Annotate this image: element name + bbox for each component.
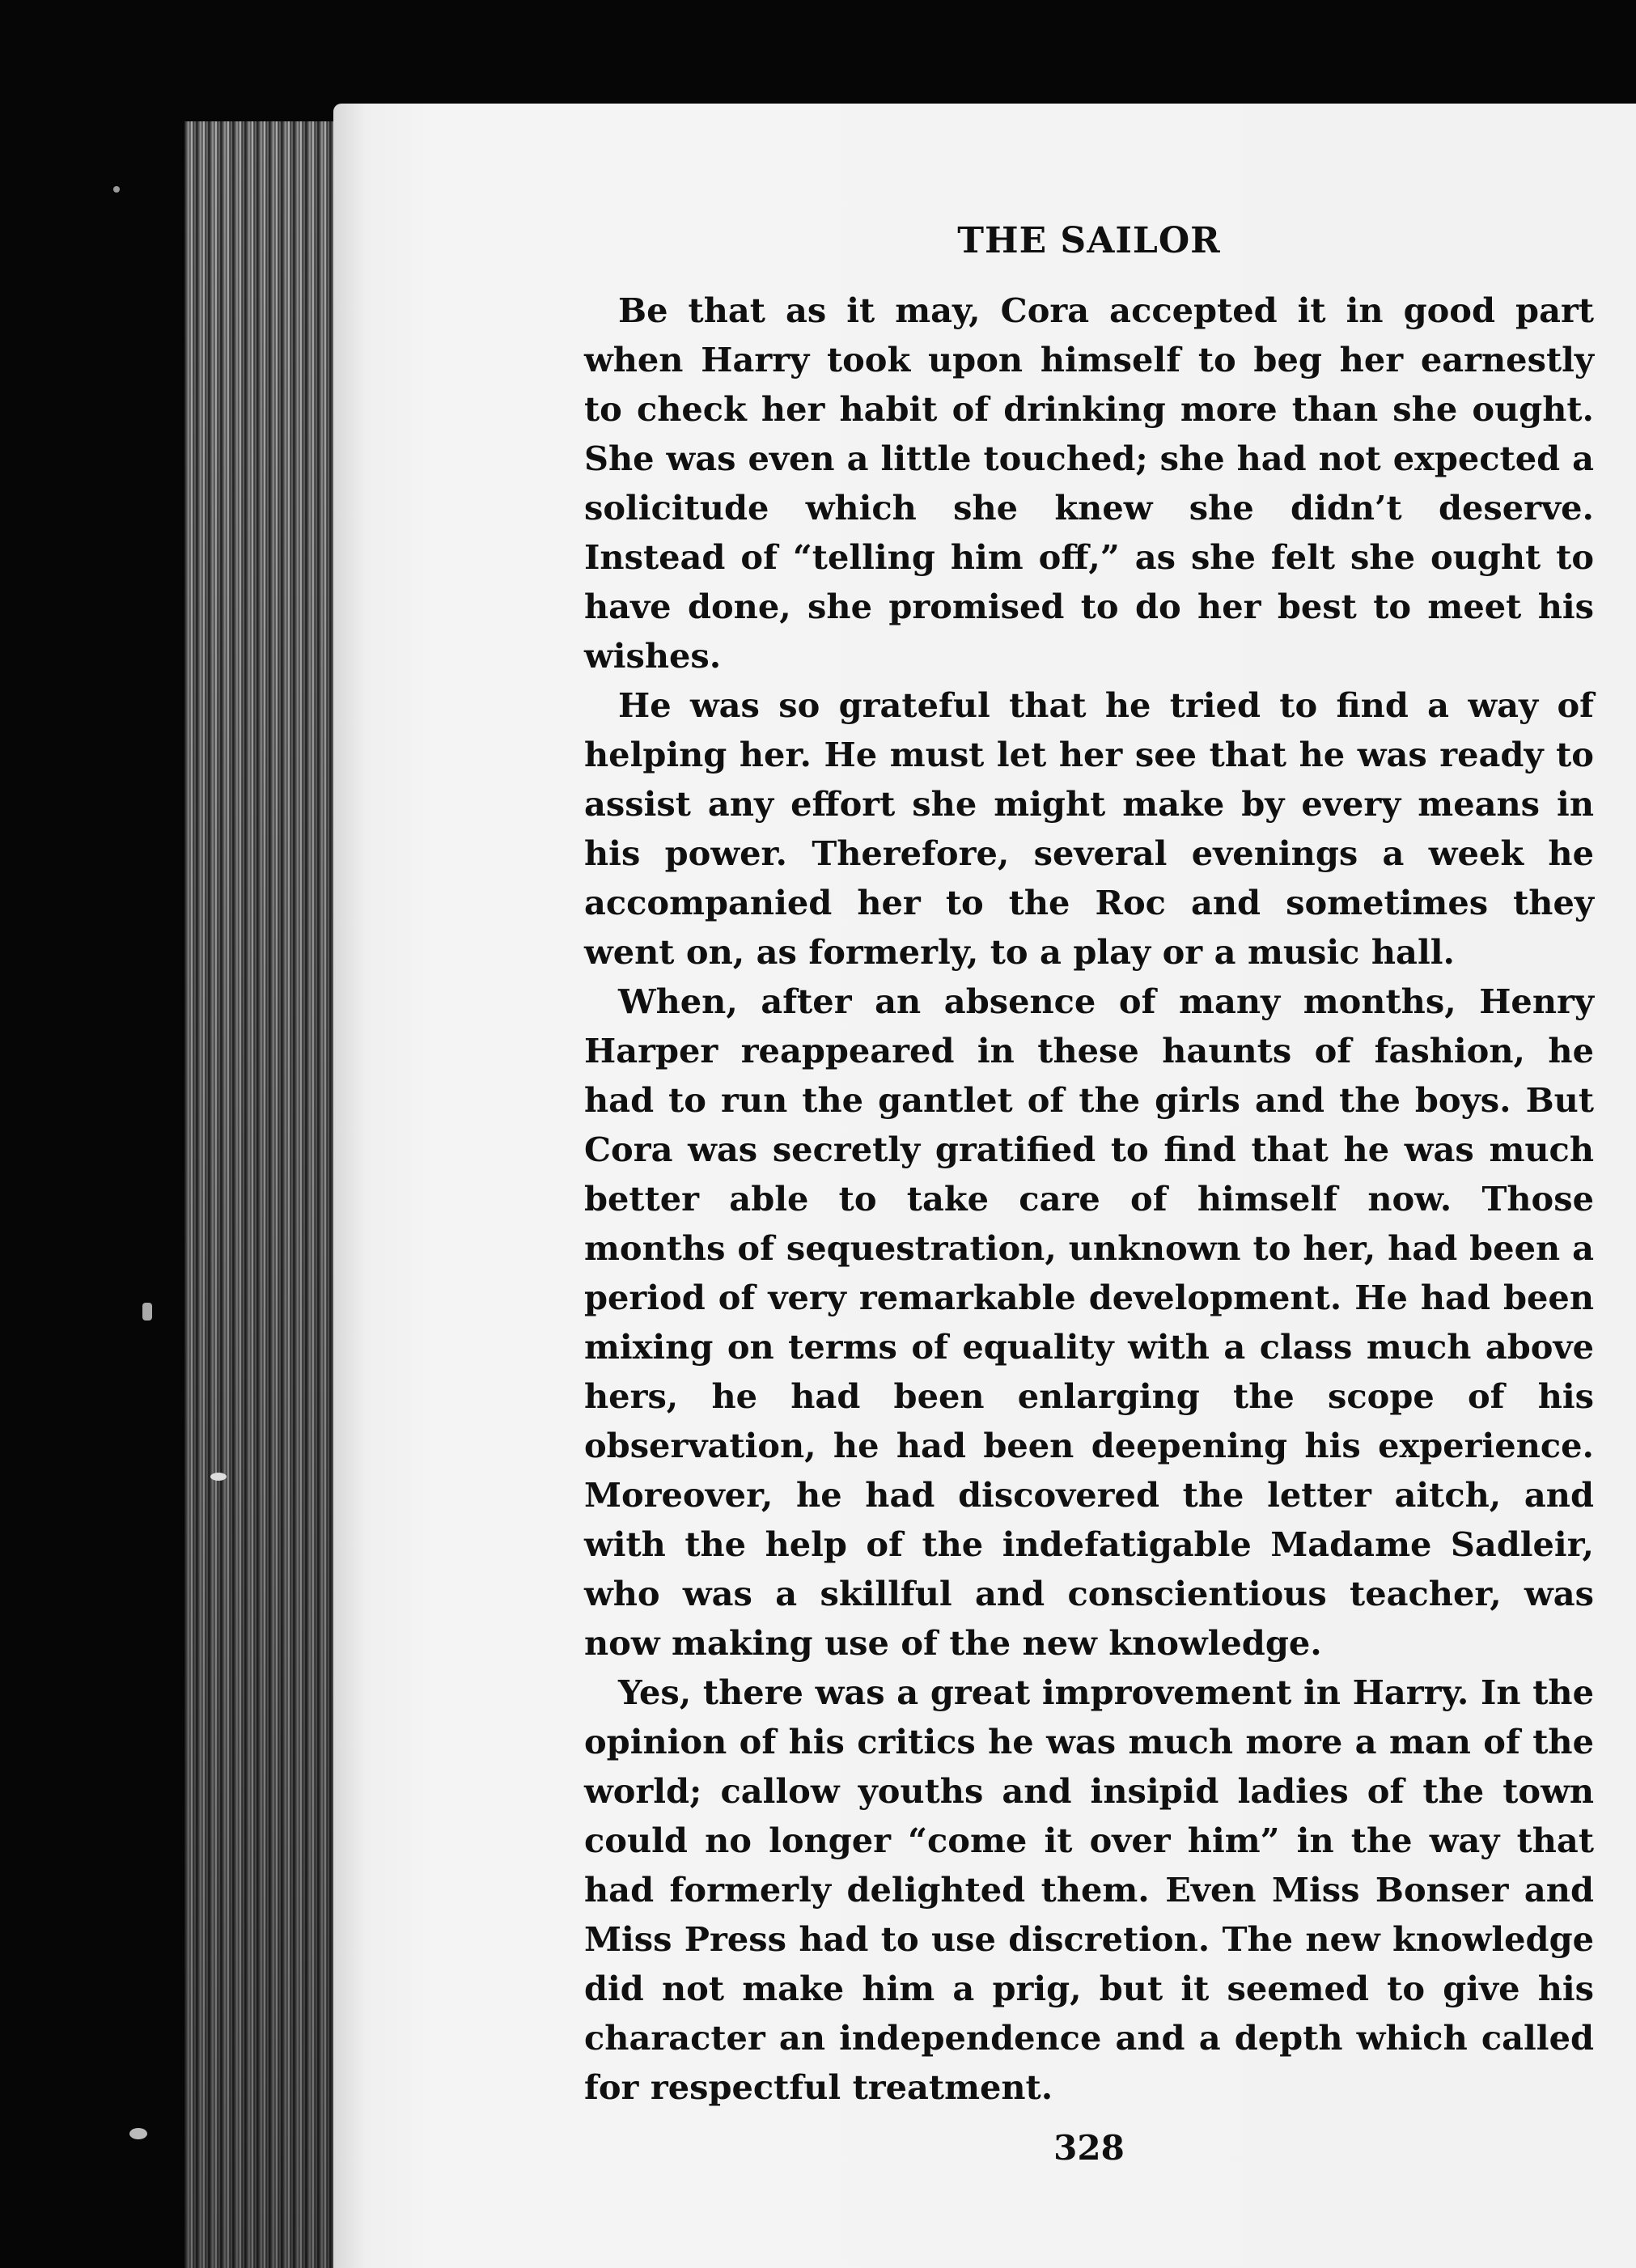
edge-shadow	[184, 121, 346, 2268]
running-head: THE SAILOR	[957, 220, 1221, 261]
paragraph: Yes, there was a great improvement in Harry. In the opinion of his critics he was much more a man of the world; callow youths and insipid ladies of the town could no longer “come it over him” in the way that had formerly delighted them. Even Miss Bonser and Miss Press had to use discretion. The new knowledge did not make him a prig, but it seemed to give his character an independence and a depth which called for respectful treatment.	[584, 1672, 1594, 2107]
page-number: 328	[1053, 2128, 1125, 2168]
dust-speck	[113, 186, 120, 193]
dust-speck	[129, 2128, 147, 2139]
dust-speck	[142, 1303, 152, 1321]
page-text-block	[584, 210, 1594, 2168]
dust-speck	[210, 1473, 227, 1481]
paragraph: He was so grateful that he tried to find a way of helping her. He must let her see that he was ready to assist any effort she might make by every means in his power. Therefore, several evenings a week he accompanied her to the Roc and sometimes they went on, as formerly, to a play or a music hall.	[584, 685, 1594, 972]
paragraph: When, after an absence of many months, Henry Harper reappeared in these haunts of fashion, he had to run the gantlet of the girls and the boys. But Cora was secretly gratified to find that he was much better able to take care of himself now. Those months of sequestration, unknown to her, had been a period of very remarkable development. He had been mixing on terms of equality with a class much above hers, he had been enlarging the scope of his observation, he had been deepening his experience. Moreover, he had discovered the letter aitch, and with the help of the indefatigable Madame Sadleir, who was a skillful and conscientious teacher, was now making use of the new knowledge.	[584, 981, 1594, 1663]
paragraph: Be that as it may, Cora accepted it in good part when Harry took upon himself to beg her earnestly to check her habit of drinking more than she ought. She was even a little touched; she had not expected a solicitude which she knew she didn’t deserve. Instead of “telling him off,” as she felt she ought to have done, she promised to do her best to meet his wishes.	[584, 290, 1594, 676]
